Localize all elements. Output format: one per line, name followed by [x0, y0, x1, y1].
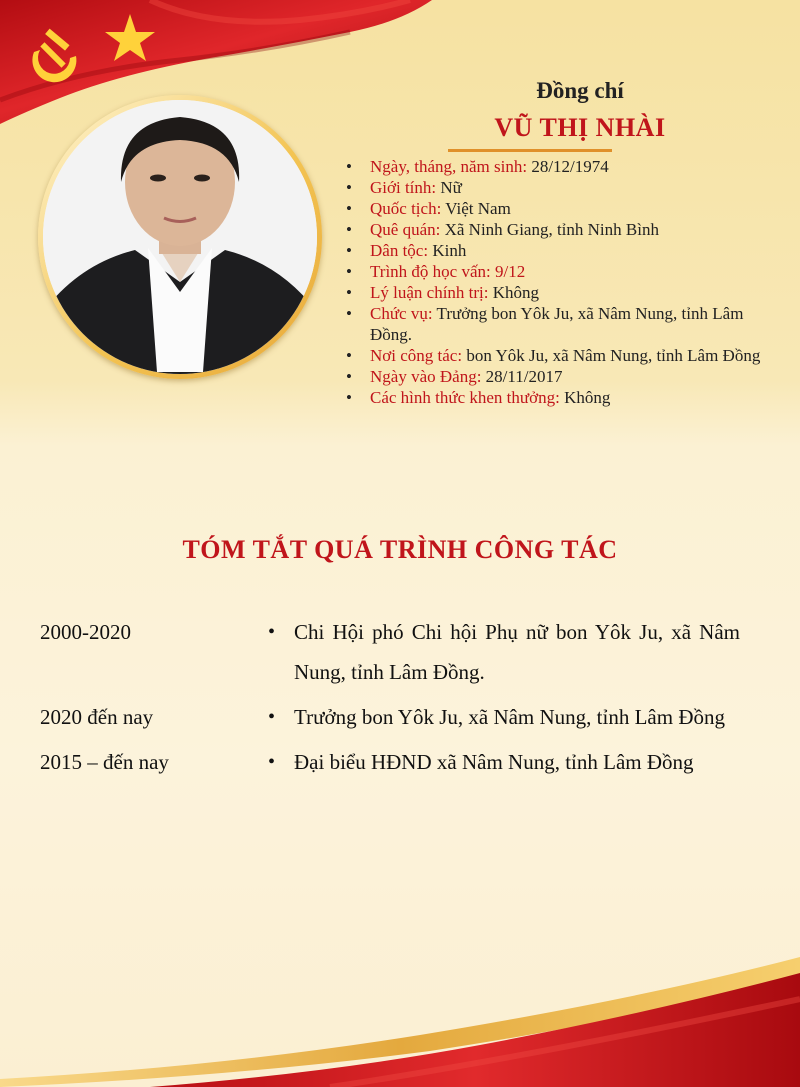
name-underline — [448, 149, 612, 152]
bullet-icon: • — [268, 621, 276, 643]
timeline-row — [40, 697, 740, 737]
bottom-ribbon — [0, 947, 800, 1087]
info-value: 28/12/1974 — [531, 157, 609, 176]
info-label: Quê quán: — [370, 220, 441, 239]
info-value: Việt Nam — [445, 199, 511, 218]
section-title: TÓM TẮT QUÁ TRÌNH CÔNG TÁC — [182, 535, 618, 564]
timeline-row — [40, 742, 740, 782]
timeline-row — [40, 612, 740, 692]
info-label: Giới tính: — [370, 178, 437, 197]
info-item-gender — [344, 177, 764, 198]
timeline-period: 2015 – đến nay — [40, 750, 169, 774]
info-label: Trình độ học vấn: 9/12 — [370, 262, 526, 281]
timeline-description: Trưởng bon Yôk Ju, xã Nâm Nung, tỉnh Lâm Đồng — [294, 705, 726, 729]
person-name: VŨ THỊ NHÀI — [494, 113, 666, 142]
info-value: bon Yôk Ju, xã Nâm Nung, tỉnh Lâm Đồng — [466, 346, 761, 365]
info-value: Trưởng bon Yôk Ju, xã Nâm Nung, tỉnh Lâm Đồng. — [370, 304, 744, 344]
timeline-period: 2020 đến nay — [40, 705, 154, 729]
info-label: Chức vụ: — [370, 304, 433, 323]
work-timeline — [40, 612, 740, 787]
info-item-workplace — [344, 345, 764, 366]
info-item-ethnicity — [344, 240, 764, 261]
info-value: Không — [564, 388, 611, 407]
bullet-icon: • — [268, 751, 276, 773]
portrait-frame — [38, 95, 322, 379]
info-item-hometown — [344, 219, 764, 240]
info-item-political-theory — [344, 282, 764, 303]
honorific: Đồng chí — [536, 78, 624, 103]
personal-info-list — [344, 156, 764, 408]
info-value: Không — [492, 283, 540, 302]
info-item-position — [344, 303, 764, 345]
info-label: Các hình thức khen thưởng: — [370, 388, 560, 407]
info-item-birthdate — [344, 156, 764, 177]
info-label: Dân tộc: — [370, 241, 429, 260]
portrait-photo — [43, 100, 317, 374]
info-item-nationality — [344, 198, 764, 219]
info-value: 28/11/2017 — [485, 367, 563, 386]
info-value: Nữ — [440, 178, 462, 197]
info-label: Lý luận chính trị: — [370, 283, 489, 302]
info-label: Nơi công tác: — [370, 346, 463, 365]
info-label: Ngày vào Đảng: — [370, 367, 482, 386]
info-item-awards — [344, 387, 764, 408]
bullet-icon: • — [268, 706, 276, 728]
info-value: Kinh — [432, 241, 467, 260]
timeline-description: Đại biểu HĐND xã Nâm Nung, tỉnh Lâm Đồng — [294, 750, 694, 774]
info-label: Ngày, tháng, năm sinh: — [370, 157, 528, 176]
timeline-period: 2000-2020 — [40, 620, 131, 644]
info-item-party-date — [344, 366, 764, 387]
timeline-description: Chi Hội phó Chi hội Phụ nữ bon Yôk Ju, xã Nâm Nung, tỉnh Lâm Đồng. — [294, 620, 740, 684]
info-item-education — [344, 261, 764, 282]
info-value: Xã Ninh Giang, tỉnh Ninh Bình — [444, 220, 659, 239]
info-label: Quốc tịch: — [370, 199, 442, 218]
